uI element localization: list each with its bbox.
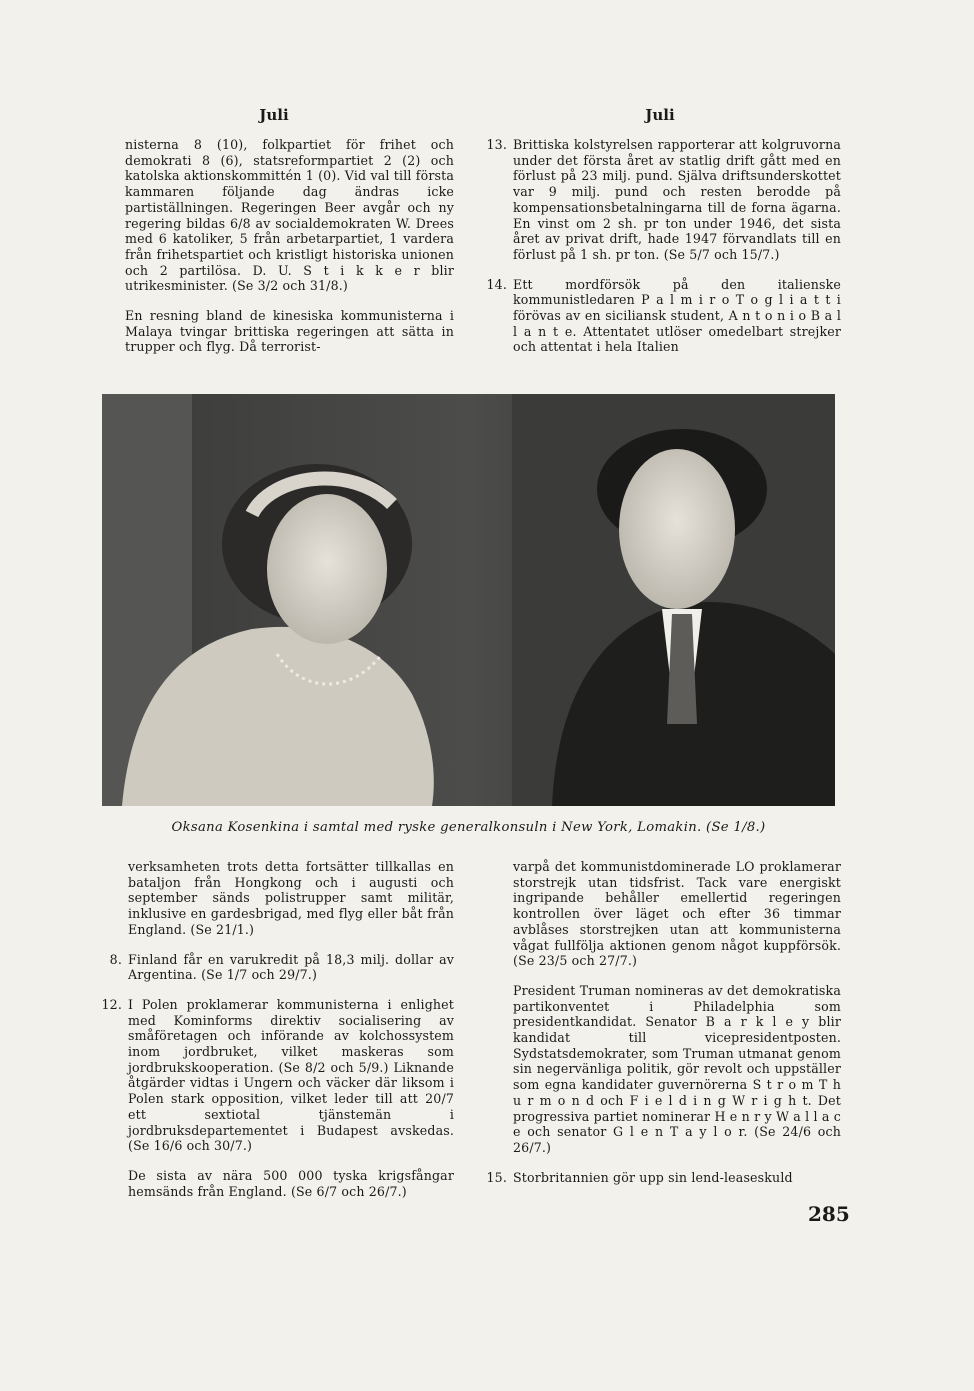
entry-date: 13. bbox=[486, 137, 507, 152]
paragraph: nisterna 8 (10), folkpartiet för frihet och demokrati 8 (6), statsreformpartiet 2 (2) och katolska aktionskommittén 1 (0). Vid val till första kammaren följande dag ändras icke partiställningen. Regeringen Beer avgår och ny regering bildas 6/8 av socialdemokraten W. Drees med 6 katoliker, 5 från arbetarpartiet, 1 vardera från frihetspartiet och kristligt historiska unionen och 2 partilösa. D. U. S t i k k e r blir utrikesminister. (Se 3/2 och 31/8.) bbox=[125, 137, 454, 294]
dated-entry bbox=[486, 137, 841, 263]
paragraph: En resning bland de kinesiska kommunisterna i Malaya tvingar brittiska regeringen att sätta in trupper och flyg. Då terrorist- bbox=[125, 308, 454, 355]
entry-text: President Truman nomineras av det demokratiska partikonventet i Philadelphia som presidentkandidat. Senator B a r k l e y blir kandidat till vicepresidentposten. Sydstatsdemokrater, som Truman utmanat genom sin negervänliga politik, gör revolt och uppställer som egna kandidater guvernörerna S t r o m T h u r m o n d och F i e l d i n g W r i g h t. Det progressiva partiet nominerar H e n r y W a l l a c e och senator G l e n T a y l o r. (Se 24/6 och 26/7.) bbox=[513, 982, 841, 1155]
entry-text: Brittiska kolstyrelsen rapporterar att kolgruvorna under det första året av statlig drift gått med en förlust på 23 milj. pund. Själva driftsunderskottet var 9 milj. pund och resten berodde på kompensationsbetalningarna till de forna ägarna. En vinst om 2 sh. pr ton under 1946, det sista året av privat drift, hade 1947 förvandlats till en förlust på 1 sh. pr ton. (Se 5/7 och 15/7.) bbox=[513, 137, 841, 262]
dated-entry bbox=[128, 1168, 454, 1199]
photo-illustration bbox=[102, 394, 835, 806]
dated-entry bbox=[486, 1169, 841, 1186]
photograph bbox=[102, 394, 835, 806]
dated-entry bbox=[101, 996, 454, 1154]
entry-text: Storbritannien gör upp sin lend-leaseskuld bbox=[513, 1169, 793, 1185]
entry-text: Ett mordförsök på den italienske kommunistledaren P a l m i r o T o g l i a t t i förövas av en siciliansk student, A n t o n i o B a l l a n t e. Attentatet utlöser omedelbart strejker och attentat i hela Italien bbox=[513, 276, 841, 355]
entry-text: varpå det kommunistdominerade LO proklamerar storstrejk utan tidsfrist. Tack vare energiskt ingripande behåller emellertid regeringen kontrollen över läget och efter 36 timmar avblåses storstrejken utan att kommunisterna vågat fullfölja aktionen genom något kuppförsök. (Se 23/5 och 27/7.) bbox=[513, 859, 841, 969]
entry-text: De sista av nära 500 000 tyska krigsfångar hemsänds från England. (Se 6/7 och 26/7.) bbox=[128, 1167, 454, 1199]
entry-text: I Polen proklamerar kommunisterna i enlighet med Kominforms direktiv socialisering av småföretagen och införande av kolchossystem inom jordbruket, vilket maskeras som jordbrukskooperation. (Se 8/2 och 5/9.) Liknande åtgärder vidtas i Ungern och väcker där liksom i Polen stark opposition, vilket leder till att 20/7 ett sextiotal tjänstemän i jordbruksdepartementet i Budapest avskedas. (Se 16/6 och 30/7.) bbox=[128, 996, 454, 1154]
right-column-heading: Juli bbox=[645, 106, 675, 124]
dated-entry bbox=[128, 859, 454, 938]
entry-date: 14. bbox=[486, 276, 507, 292]
page-number: 285 bbox=[808, 1202, 850, 1226]
dated-entry bbox=[513, 983, 841, 1156]
entry-date: 8. bbox=[109, 951, 122, 967]
entry-text: verksamheten trots detta fortsätter tillkallas en bataljon från Hongkong och i augusti och september sänds polistrupper samt militär, inklusive en gardesbrigad, med flyg eller båt från England. (Se 21/1.) bbox=[128, 859, 454, 937]
dated-entry bbox=[109, 951, 454, 983]
right-column-bottom bbox=[486, 859, 841, 1199]
photo-caption: Oksana Kosenkina i samtal med ryske generalkonsuln i New York, Lomakin. (Se 1/8.) bbox=[171, 820, 766, 835]
entry-text: Finland får en varukredit på 18,3 milj. dollar av Argentina. (Se 1/7 och 29/7.) bbox=[128, 951, 454, 983]
left-column-top bbox=[125, 137, 454, 369]
dated-entry bbox=[513, 859, 841, 969]
entry-date: 15. bbox=[486, 1169, 507, 1185]
left-column-bottom bbox=[101, 859, 454, 1213]
right-column-top bbox=[486, 137, 841, 369]
entry-date: 12. bbox=[101, 996, 122, 1012]
left-column-heading: Juli bbox=[259, 106, 289, 124]
dated-entry bbox=[486, 276, 841, 356]
